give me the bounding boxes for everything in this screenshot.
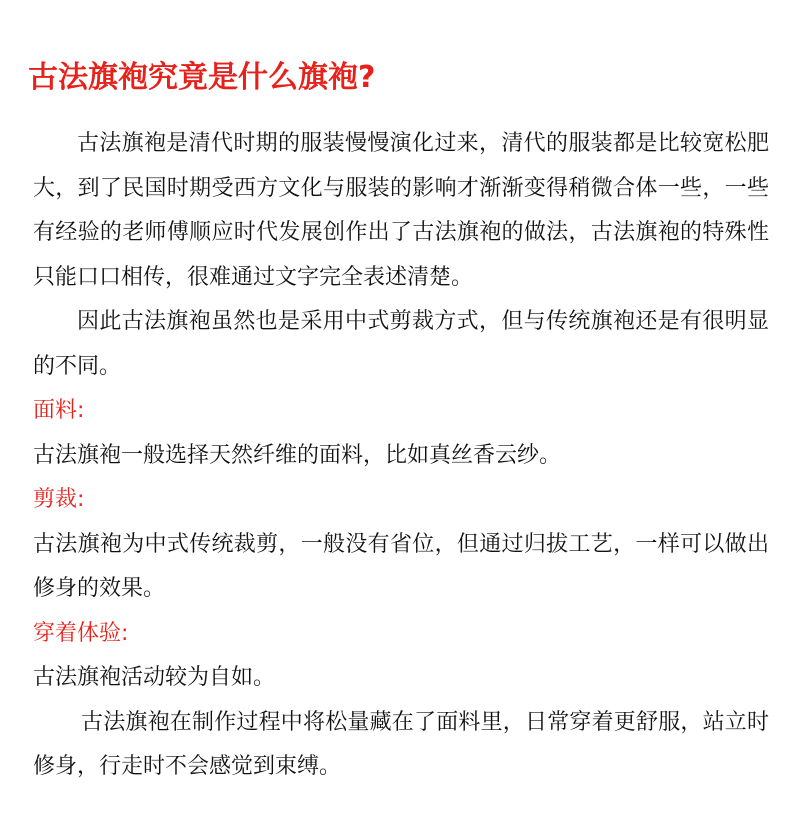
cutting-label: 剪裁: [33, 487, 85, 512]
intro-paragraph-comparison: 因此古法旗袍虽然也是采用中式剪裁方式，但与传统旗袍还是有很明显的不同。 [33, 309, 769, 379]
article-title: 古法旗袍究竟是什么旗袍? [28, 60, 376, 95]
wearing-experience-label: 穿着体验: [33, 620, 129, 646]
cutting-text: 古法旗袍为中式传统裁剪，一般没有省位，但通过归拔工艺，一样可以做出修身的效果。 [33, 531, 769, 601]
fabric-label: 面料: [33, 398, 85, 423]
intro-paragraph: 古法旗袍是清代时期的服装慢慢演化过来，清代的服装都是比较宽松肥大，到了民国时期受西方文化与服装的影响才渐渐变得稍微合体一些，一些有经验的老师傅顺应时代发展创作出了古法旗袍的做法，古法旗袍的特殊性只能口口相传，很难通过文字完全表述清楚。 [33, 131, 769, 290]
closing-paragraph: 古法旗袍在制作过程中将松量藏在了面料里，日常穿着更舒服，站立时修身，行走时不会感觉到束缚。 [33, 709, 769, 779]
fabric-text: 古法旗袍一般选择天然纤维的面料，比如真丝香云纱。 [33, 442, 562, 468]
wearing-experience-text: 古法旗袍活动较为自如。 [33, 665, 276, 690]
article-body [33, 122, 769, 790]
